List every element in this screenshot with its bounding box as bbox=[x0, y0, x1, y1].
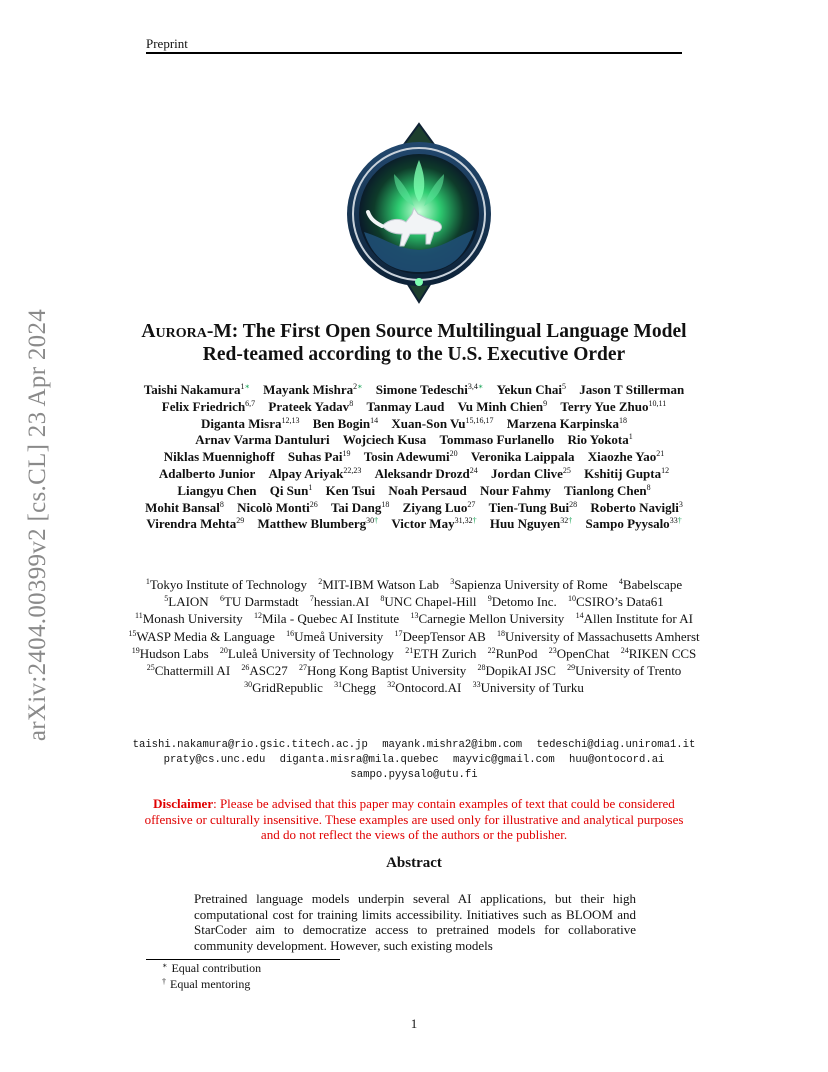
author-affiliation-sup: 21 bbox=[656, 449, 665, 459]
author-affiliation-sup: 18 bbox=[619, 415, 628, 425]
affiliation-item: $^5$LAION bbox=[164, 594, 209, 610]
author-name: Matthew Blumberg$^{30\dagger}$ bbox=[257, 516, 379, 532]
author-name: Sampo Pyysalo$^{33\dagger}$ bbox=[585, 516, 682, 532]
disclaimer bbox=[140, 796, 688, 843]
email-address[interactable]: tedeschi@diag.uniroma1.it bbox=[536, 739, 696, 751]
author-name: Vu Minh Chien$^9$ bbox=[457, 398, 548, 414]
author-name: Taishi Nakamura$^{1∗}$ bbox=[143, 382, 250, 397]
author-name: Xuan-Son Vu$^{15,16,17}$ bbox=[391, 415, 494, 431]
affiliation-item: $^{17}$DeepTensor AB bbox=[394, 628, 486, 644]
author-affiliation-sup: 27 bbox=[467, 499, 476, 509]
author-name: Tien-Tung Bui$^{28}$ bbox=[488, 499, 578, 515]
affiliation-item: $^{18}$University of Massachusetts Amherst bbox=[497, 628, 700, 644]
affiliation-item: $^4$Babelscape bbox=[618, 577, 683, 592]
affiliation-item: $^1$Tokyo Institute of Technology bbox=[145, 577, 308, 592]
author-name: Liangyu Chen bbox=[177, 482, 257, 498]
footnote-item: † Equal mentoring bbox=[162, 976, 251, 991]
author-name: Ken Tsui bbox=[325, 482, 376, 498]
author-affiliation-sup: 9 bbox=[543, 398, 548, 408]
author-name: Terry Yue Zhuo$^{10,11}$ bbox=[560, 398, 667, 414]
author-affiliation-sup: 5 bbox=[561, 382, 566, 391]
author-name: Diganta Misra$^{12,13}$ bbox=[200, 415, 300, 431]
author-name: Rio Yokota$^1$ bbox=[567, 432, 633, 448]
author-affiliation-sup: 26 bbox=[309, 499, 318, 509]
author-affiliation-sup: 2∗ bbox=[353, 382, 363, 391]
affiliation-item: $^{11}$Monash University bbox=[135, 611, 243, 627]
author-affiliation-sup: 22,23 bbox=[343, 465, 362, 475]
footnote-item: ∗ Equal contribution bbox=[162, 961, 262, 975]
author-name: Felix Friedrich$^{6,7}$ bbox=[161, 398, 256, 414]
author-affiliation-sup: 14 bbox=[370, 415, 379, 425]
author-affiliation-sup: 8 bbox=[219, 499, 224, 509]
email-address[interactable]: huu@ontocord.ai bbox=[569, 754, 665, 766]
author-affiliation-sup: 1∗ bbox=[240, 382, 250, 391]
paper-title bbox=[120, 320, 708, 366]
author-name: Adalberto Junior bbox=[158, 465, 256, 481]
affiliation-item: $^{20}$Luleå University of Technology bbox=[219, 645, 394, 661]
author-name: Aleksandr Drozd$^{24}$ bbox=[374, 465, 478, 481]
author-affiliation-sup: 1 bbox=[308, 482, 313, 492]
disclaimer-text: : Please be advised that this paper may contain examples of text that could be considered offensive or culturally insensitive. These examples are used only for illustrative and analytical purposes and do not reflect the views of the authors or the publisher. bbox=[144, 796, 684, 842]
affiliation-item: $^{24}$RIKEN CCS bbox=[620, 645, 697, 661]
author-affiliation-sup: 3 bbox=[678, 499, 683, 509]
affiliation-item: $^{30}$GridRepublic bbox=[244, 680, 323, 696]
author-name: Suhas Pai$^{19}$ bbox=[287, 449, 351, 465]
author-name: Nicolò Monti$^{26}$ bbox=[237, 499, 318, 515]
author-name: Yekun Chai$^5$ bbox=[496, 382, 566, 397]
affiliation-item: $^{22}$RunPod bbox=[487, 645, 538, 661]
author-name: Arnav Varma Dantuluri bbox=[195, 432, 330, 448]
abstract-heading: Abstract bbox=[386, 855, 442, 871]
affiliation-item: $^7$hessian.AI bbox=[309, 594, 370, 610]
email-address[interactable]: sampo.pyysalo@utu.fi bbox=[350, 769, 478, 781]
author-name: Mayank Mishra$^{2∗}$ bbox=[263, 382, 363, 397]
author-name: Jordan Clive$^{25}$ bbox=[491, 465, 571, 481]
author-affiliation-sup: 12,13 bbox=[281, 415, 300, 425]
email-address[interactable]: diganta.misra@mila.quebec bbox=[279, 754, 439, 766]
author-affiliation-sup: 20 bbox=[449, 449, 458, 459]
author-affiliation-sup: 29 bbox=[236, 516, 245, 526]
author-name: Mohit Bansal$^8$ bbox=[145, 499, 224, 515]
author-affiliation-sup: 8 bbox=[349, 398, 354, 408]
author-name: Tai Dang$^{18}$ bbox=[330, 499, 390, 515]
author-name: Tosin Adewumi$^{20}$ bbox=[363, 449, 458, 465]
author-name: Tanmay Laud bbox=[366, 398, 445, 414]
author-name: Huu Nguyen$^{32\dagger}$ bbox=[489, 516, 573, 532]
abstract-body: Pretrained language models underpin several AI applications, but their high computational cost for training limits accessibility. Initiatives such as BLOOM and StarCoder aim to democratize access to pretrained models for collaborative community development. However, such existing models bbox=[194, 891, 636, 953]
affiliation-item: $^{15}$WASP Media & Language bbox=[128, 628, 275, 644]
affiliation-item: $^2$MIT-IBM Watson Lab bbox=[318, 577, 439, 592]
affiliation-item: $^{14}$Allen Institute for AI bbox=[575, 611, 693, 627]
affiliation-list bbox=[120, 576, 708, 696]
author-name: Kshitij Gupta$^{12}$ bbox=[584, 465, 670, 481]
affiliation-item: $^{19}$Hudson Labs bbox=[131, 645, 209, 661]
running-header: Preprint bbox=[146, 36, 188, 51]
title-rest: -M: The First Open Source Multilingual Language Model Red-teamed according to the U.S. Executive Order bbox=[202, 321, 687, 365]
author-affiliation-sup: 19 bbox=[342, 449, 351, 459]
email-address[interactable]: mayvic@gmail.com bbox=[452, 754, 555, 766]
author-name: Noah Persaud bbox=[388, 482, 467, 498]
affiliation-item: $^{31}$Chegg bbox=[334, 680, 377, 696]
author-name: Ziyang Luo$^{27}$ bbox=[402, 499, 476, 515]
title-small-caps: Aurora bbox=[141, 321, 207, 342]
affiliation-item: $^{29}$University of Trento bbox=[567, 663, 682, 679]
email-address[interactable]: taishi.nakamura@rio.gsic.titech.ac.jp bbox=[132, 739, 368, 751]
wolf-emblem-icon bbox=[334, 122, 504, 304]
author-affiliation-sup: 3,4∗ bbox=[467, 382, 484, 391]
author-name: Virendra Mehta$^{29}$ bbox=[146, 516, 245, 532]
author-affiliation-sup: 31,32† bbox=[454, 516, 477, 526]
affiliation-item: $^3$Sapienza University of Rome bbox=[450, 577, 608, 592]
affiliation-item: $^{26}$ASC27 bbox=[241, 663, 288, 679]
affiliation-item: $^9$Detomo Inc. bbox=[487, 594, 557, 610]
affiliation-item: $^{13}$Carnegie Mellon University bbox=[410, 611, 565, 627]
affiliation-item: $^{27}$Hong Kong Baptist University bbox=[298, 663, 467, 679]
footnote-rule bbox=[146, 959, 340, 960]
author-affiliation-sup: 32† bbox=[560, 516, 573, 526]
author-name: Roberto Navigli$^3$ bbox=[590, 499, 683, 515]
author-affiliation-sup: 15,16,17 bbox=[465, 415, 494, 425]
header-rule bbox=[146, 52, 682, 54]
author-name: Ben Bogin$^{14}$ bbox=[312, 415, 379, 431]
email-list bbox=[120, 738, 708, 783]
author-affiliation-sup: 6,7 bbox=[245, 398, 256, 408]
author-name: Tommaso Furlanello bbox=[439, 432, 555, 448]
author-name: Prateek Yadav$^8$ bbox=[268, 398, 354, 414]
affiliation-item: $^{33}$University of Turku bbox=[472, 680, 584, 696]
affiliation-item: $^8$UNC Chapel-Hill bbox=[380, 594, 477, 610]
affiliation-item: $^{10}$CSIRO’s Data61 bbox=[567, 594, 664, 610]
disclaimer-label: Disclaimer bbox=[153, 796, 214, 811]
author-name: Nour Fahmy bbox=[480, 482, 551, 498]
footnote-list bbox=[162, 961, 261, 992]
author-name: Qi Sun$^1$ bbox=[269, 482, 313, 498]
author-affiliation-sup: 10,11 bbox=[648, 398, 667, 408]
author-name: Jason T Stillerman bbox=[579, 382, 685, 397]
affiliation-item: $^{12}$Mila - Quebec AI Institute bbox=[254, 611, 400, 627]
affiliation-item: $^{23}$OpenChat bbox=[548, 645, 610, 661]
author-affiliation-sup: 25 bbox=[562, 465, 571, 475]
email-address[interactable]: praty@cs.unc.edu bbox=[163, 754, 266, 766]
author-list bbox=[130, 382, 698, 533]
author-name: Wojciech Kusa bbox=[342, 432, 427, 448]
author-name: Alpay Ariyak$^{22,23}$ bbox=[268, 465, 362, 481]
arxiv-identifier: arXiv:2404.00399v2 [cs.CL] 23 Apr 2024 bbox=[24, 308, 51, 742]
author-name: Niklas Muennighoff bbox=[163, 449, 275, 465]
arxiv-sidebar bbox=[22, 290, 54, 760]
affiliation-item: $^6$TU Darmstadt bbox=[219, 594, 299, 610]
author-name: Tianlong Chen$^8$ bbox=[564, 482, 651, 498]
author-affiliation-sup: 12 bbox=[661, 465, 670, 475]
author-affiliation-sup: 33† bbox=[669, 516, 682, 526]
author-name: Victor May$^{31,32\dagger}$ bbox=[391, 516, 477, 532]
affiliation-item: $^{16}$Umeå University bbox=[286, 628, 384, 644]
author-affiliation-sup: 18 bbox=[381, 499, 390, 509]
author-name: Marzena Karpinska$^{18}$ bbox=[506, 415, 628, 431]
author-name: Xiaozhe Yao$^{21}$ bbox=[587, 449, 665, 465]
affiliation-item: $^{25}$Chattermill AI bbox=[146, 663, 231, 679]
author-name: Veronika Laippala bbox=[470, 449, 575, 465]
affiliation-item: $^{28}$DopikAI JSC bbox=[477, 663, 556, 679]
affiliation-item: $^{21}$ETH Zurich bbox=[405, 645, 477, 661]
email-address[interactable]: mayank.mishra2@ibm.com bbox=[382, 739, 523, 751]
affiliation-item: $^{32}$Ontocord.AI bbox=[387, 680, 462, 696]
page-number: 1 bbox=[410, 1016, 418, 1031]
author-affiliation-sup: 1 bbox=[628, 432, 633, 442]
author-affiliation-sup: 8 bbox=[646, 482, 651, 492]
author-affiliation-sup: 30† bbox=[366, 516, 379, 526]
author-affiliation-sup: 28 bbox=[569, 499, 578, 509]
author-affiliation-sup: 24 bbox=[469, 465, 478, 475]
author-name: Simone Tedeschi$^{3,4∗}$ bbox=[375, 382, 484, 397]
